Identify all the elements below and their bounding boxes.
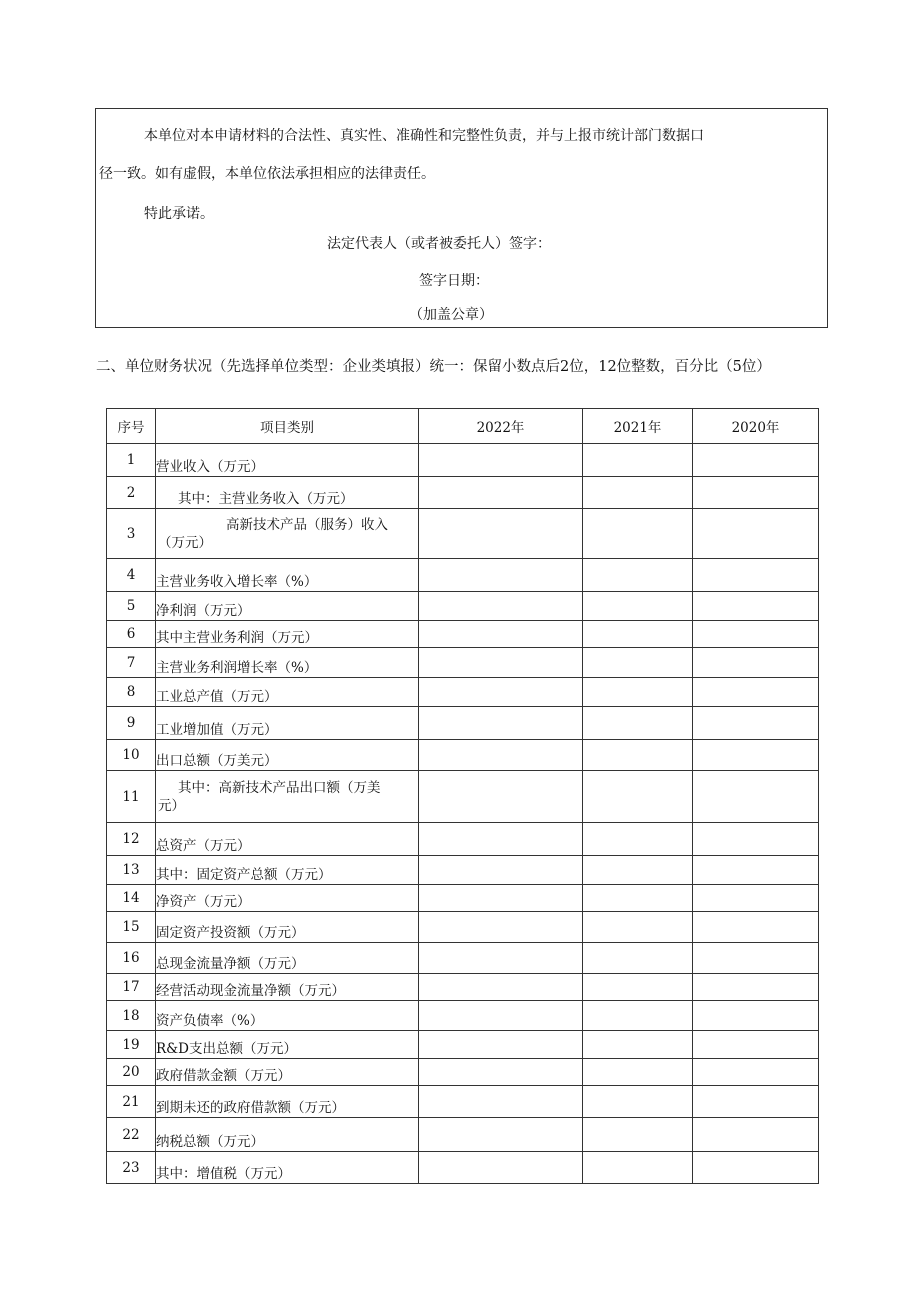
- cell-2022[interactable]: [419, 885, 583, 912]
- row-item: 其中：主营业务收入（万元）: [156, 477, 419, 509]
- cell-2020[interactable]: [693, 885, 819, 912]
- cell-2022[interactable]: [419, 648, 583, 678]
- cell-2021[interactable]: [583, 1086, 693, 1118]
- header-2021: 2021年: [583, 409, 693, 444]
- row-no: 18: [107, 1001, 156, 1031]
- row-item: [156, 771, 419, 823]
- table-row: [107, 823, 819, 856]
- header-item: 项目类别: [156, 409, 419, 444]
- cell-2021[interactable]: [583, 974, 693, 1001]
- table-row: [107, 444, 819, 477]
- cell-2022[interactable]: [419, 1001, 583, 1031]
- table-row: [107, 1118, 819, 1152]
- cell-2022[interactable]: [419, 740, 583, 771]
- cell-2020[interactable]: [693, 771, 819, 823]
- row-no: 3: [107, 509, 156, 559]
- row-item: 营业收入（万元）: [156, 444, 419, 477]
- cell-2021[interactable]: [583, 1001, 693, 1031]
- cell-2022[interactable]: [419, 559, 583, 592]
- cell-2022[interactable]: [419, 1031, 583, 1059]
- row-no: 12: [107, 823, 156, 856]
- cell-2021[interactable]: [583, 885, 693, 912]
- cell-2020[interactable]: [693, 823, 819, 856]
- table-row: [107, 1031, 819, 1059]
- cell-2020[interactable]: [693, 1001, 819, 1031]
- cell-2022[interactable]: [419, 1118, 583, 1152]
- row-no: 14: [107, 885, 156, 912]
- cell-2022[interactable]: [419, 1059, 583, 1086]
- row-item: 纳税总额（万元）: [156, 1118, 419, 1152]
- row-item: 净资产（万元）: [156, 885, 419, 912]
- cell-2021[interactable]: [583, 477, 693, 509]
- row-item: [156, 509, 419, 559]
- cell-2020[interactable]: [693, 1031, 819, 1059]
- cell-2022[interactable]: [419, 1152, 583, 1184]
- cell-2020[interactable]: [693, 559, 819, 592]
- row-item: 主营业务利润增长率（%）: [156, 648, 419, 678]
- row-no: 2: [107, 477, 156, 509]
- section-title: 二、单位财务状况（先选择单位类型：企业类填报）统一：保留小数点后2位，12位整数，百分比（5位）: [96, 359, 771, 375]
- table-row: [107, 477, 819, 509]
- cell-2021[interactable]: [583, 592, 693, 621]
- cell-2022[interactable]: [419, 444, 583, 477]
- cell-2021[interactable]: [583, 856, 693, 885]
- cell-2020[interactable]: [693, 621, 819, 648]
- cell-2021[interactable]: [583, 1118, 693, 1152]
- table-row: [107, 1152, 819, 1184]
- row-no: 13: [107, 856, 156, 885]
- row-no: 23: [107, 1152, 156, 1184]
- cell-2020[interactable]: [693, 444, 819, 477]
- row-item: R&D支出总额（万元）: [156, 1031, 419, 1059]
- cell-2020[interactable]: [693, 678, 819, 707]
- row-item: 经营活动现金流量净额（万元）: [156, 974, 419, 1001]
- row-no: 8: [107, 678, 156, 707]
- cell-2020[interactable]: [693, 1118, 819, 1152]
- cell-2020[interactable]: [693, 1086, 819, 1118]
- signature-label: 法定代表人（或者被委托人）签字：: [327, 236, 551, 252]
- row-no: 17: [107, 974, 156, 1001]
- cell-2020[interactable]: [693, 707, 819, 740]
- cell-2022[interactable]: [419, 943, 583, 974]
- cell-2022[interactable]: [419, 1086, 583, 1118]
- table-row: [107, 707, 819, 740]
- cell-2021[interactable]: [583, 444, 693, 477]
- row-item: 总现金流量净额（万元）: [156, 943, 419, 974]
- cell-2020[interactable]: [693, 974, 819, 1001]
- row-item: 主营业务收入增长率（%）: [156, 559, 419, 592]
- row-no: 1: [107, 444, 156, 477]
- cell-2022[interactable]: [419, 771, 583, 823]
- cell-2020[interactable]: [693, 740, 819, 771]
- cell-2020[interactable]: [693, 509, 819, 559]
- cell-2022[interactable]: [419, 509, 583, 559]
- header-no: 序号: [107, 409, 156, 444]
- cell-2020[interactable]: [693, 1059, 819, 1086]
- cell-2022[interactable]: [419, 621, 583, 648]
- row-no: 22: [107, 1118, 156, 1152]
- row-item: 其中：固定资产总额（万元）: [156, 856, 419, 885]
- row-item-line1: 其中：高新技术产品出口额（万美: [178, 779, 381, 796]
- cell-2021[interactable]: [583, 707, 693, 740]
- cell-2020[interactable]: [693, 856, 819, 885]
- cell-2022[interactable]: [419, 707, 583, 740]
- row-item: 到期未还的政府借款额（万元）: [156, 1086, 419, 1118]
- row-item-line2: 元）: [158, 797, 185, 814]
- row-item-line2: （万元）: [158, 534, 212, 551]
- table-row: [107, 1001, 819, 1031]
- cell-2021[interactable]: [583, 771, 693, 823]
- cell-2020[interactable]: [693, 1152, 819, 1184]
- row-no: 21: [107, 1086, 156, 1118]
- table-row: [107, 1059, 819, 1086]
- cell-2021[interactable]: [583, 1059, 693, 1086]
- cell-2021[interactable]: [583, 678, 693, 707]
- cell-2021[interactable]: [583, 1152, 693, 1184]
- row-item: 政府借款金额（万元）: [156, 1059, 419, 1086]
- row-item: 净利润（万元）: [156, 592, 419, 621]
- cell-2020[interactable]: [693, 943, 819, 974]
- cell-2022[interactable]: [419, 477, 583, 509]
- cell-2020[interactable]: [693, 648, 819, 678]
- table-row: [107, 856, 819, 885]
- cell-2021[interactable]: [583, 1031, 693, 1059]
- table-row: [107, 648, 819, 678]
- cell-2022[interactable]: [419, 592, 583, 621]
- row-item: 总资产（万元）: [156, 823, 419, 856]
- row-no: 10: [107, 740, 156, 771]
- table-row: [107, 1086, 819, 1118]
- row-item: 工业总产值（万元）: [156, 678, 419, 707]
- cell-2021[interactable]: [583, 943, 693, 974]
- row-no: 20: [107, 1059, 156, 1086]
- row-item: 其中主营业务利润（万元）: [156, 621, 419, 648]
- cell-2020[interactable]: [693, 592, 819, 621]
- table-row: [107, 912, 819, 943]
- row-item: 其中：增值税（万元）: [156, 1152, 419, 1184]
- row-no: 19: [107, 1031, 156, 1059]
- cell-2022[interactable]: [419, 856, 583, 885]
- row-no: 9: [107, 707, 156, 740]
- table-header-row: [107, 409, 819, 444]
- row-item-line1: 高新技术产品（服务）收入: [226, 516, 388, 533]
- row-no: 16: [107, 943, 156, 974]
- cell-2022[interactable]: [419, 678, 583, 707]
- pledge-text-line1: 本单位对本申请材料的合法性、真实性、准确性和完整性负责，并与上报市统计部门数据口: [144, 128, 704, 144]
- table-row: [107, 559, 819, 592]
- table-row: [107, 592, 819, 621]
- row-item: 工业增加值（万元）: [156, 707, 419, 740]
- cell-2020[interactable]: [693, 912, 819, 943]
- financial-table: [106, 408, 819, 1184]
- table-row: [107, 885, 819, 912]
- cell-2020[interactable]: [693, 477, 819, 509]
- cell-2021[interactable]: [583, 912, 693, 943]
- cell-2022[interactable]: [419, 823, 583, 856]
- table-row: [107, 509, 819, 559]
- cell-2021[interactable]: [583, 823, 693, 856]
- row-item: 出口总额（万美元）: [156, 740, 419, 771]
- row-item: 资产负债率（%）: [156, 1001, 419, 1031]
- row-no: 11: [107, 771, 156, 823]
- cell-2022[interactable]: [419, 912, 583, 943]
- header-2022: 2022年: [419, 409, 583, 444]
- table-row: [107, 943, 819, 974]
- row-no: 15: [107, 912, 156, 943]
- header-2020: 2020年: [693, 409, 819, 444]
- pledge-box: [95, 108, 828, 328]
- row-no: 5: [107, 592, 156, 621]
- cell-2021[interactable]: [583, 621, 693, 648]
- cell-2021[interactable]: [583, 509, 693, 559]
- table-row: [107, 974, 819, 1001]
- cell-2021[interactable]: [583, 559, 693, 592]
- table-row: [107, 678, 819, 707]
- pledge-text-line2: 径一致。如有虚假，本单位依法承担相应的法律责任。: [99, 166, 435, 182]
- table-row: [107, 771, 819, 823]
- table-row: [107, 740, 819, 771]
- pledge-closing: 特此承诺。: [144, 206, 214, 222]
- table-row: [107, 621, 819, 648]
- row-no: 6: [107, 621, 156, 648]
- row-no: 4: [107, 559, 156, 592]
- seal-label: （加盖公章）: [409, 307, 493, 323]
- cell-2022[interactable]: [419, 974, 583, 1001]
- row-item: 固定资产投资额（万元）: [156, 912, 419, 943]
- row-no: 7: [107, 648, 156, 678]
- cell-2021[interactable]: [583, 648, 693, 678]
- sign-date-label: 签字日期：: [419, 273, 489, 289]
- cell-2021[interactable]: [583, 740, 693, 771]
